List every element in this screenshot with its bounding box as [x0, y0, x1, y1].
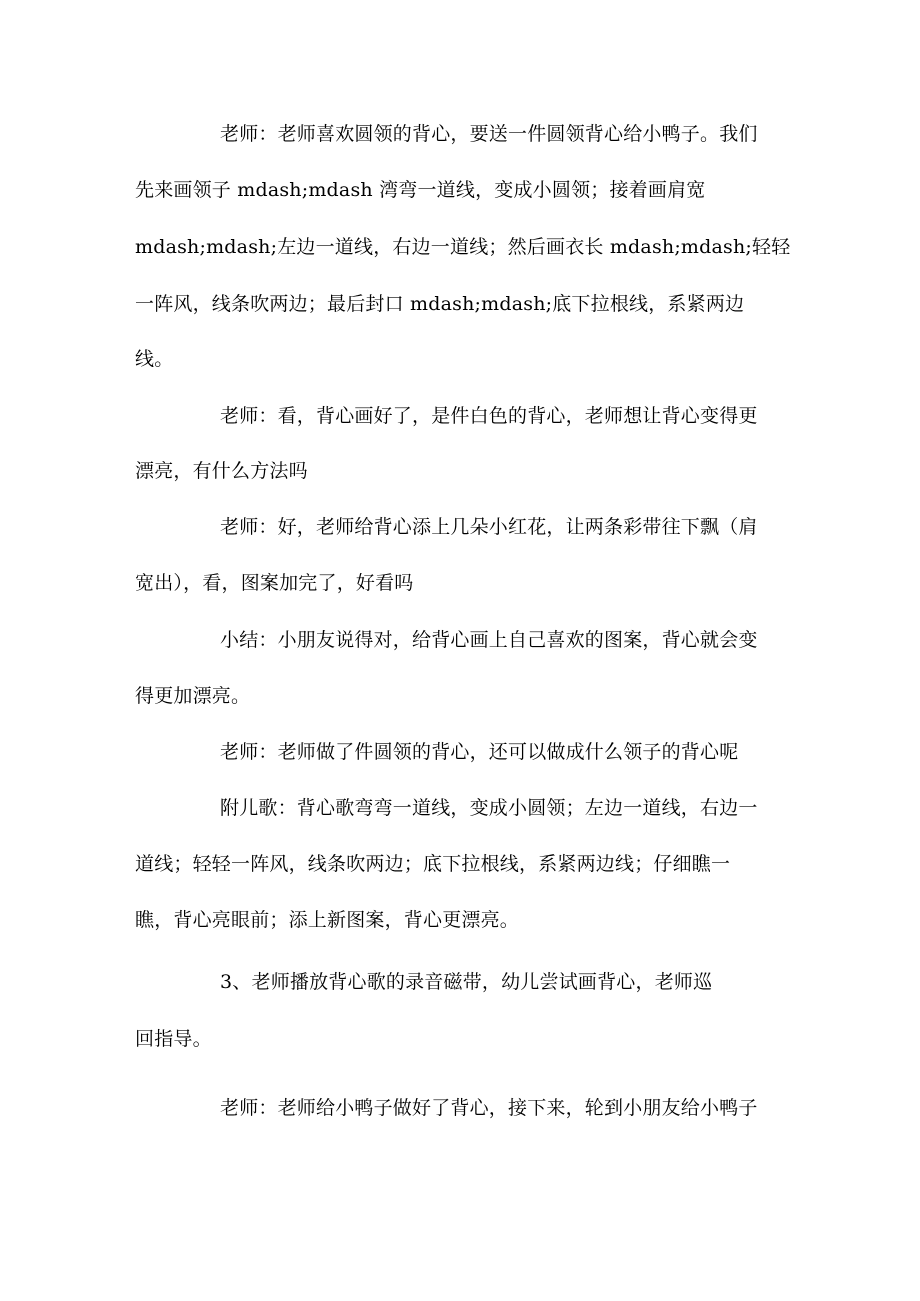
text-line: 小结：小朋友说得对，给背心画上自己喜欢的图案，背心就会变 [220, 629, 758, 651]
text-line: 老师：老师做了件圆领的背心，还可以做成什么领子的背心呢 [220, 741, 739, 763]
text-line: 瞧，背心亮眼前；添上新图案，背心更漂亮。 [135, 909, 520, 931]
text-line: 回指导。 [135, 1028, 212, 1050]
text-line: 老师：好，老师给背心添上几朵小红花，让两条彩带往下飘（肩 [220, 516, 758, 538]
text-line: 得更加漂亮。 [135, 685, 251, 707]
text-line: 线。 [135, 348, 174, 370]
text-line: 一阵风，线条吹两边；最后封口 mdash;mdash;底下拉根线，系紧两边 [135, 293, 745, 315]
text-line: 老师：看，背心画好了，是件白色的背心，老师想让背心变得更 [220, 405, 758, 427]
text-line: 漂亮，有什么方法吗 [135, 460, 308, 482]
text-line: 3、老师播放背心歌的录音磁带，幼儿尝试画背心，老师巡 [220, 971, 713, 993]
text-line: 附儿歌：背心歌弯弯一道线，变成小圆领；左边一道线，右边一 [220, 797, 758, 819]
text-line: 老师：老师喜欢圆领的背心，要送一件圆领背心给小鸭子。我们 [220, 123, 758, 145]
text-line: 宽出），看，图案加完了，好看吗 [135, 572, 414, 594]
text-line: mdash;mdash;左边一道线，右边一道线；然后画衣长 mdash;mdash;轻轻 [135, 236, 791, 258]
text-line: 老师：老师给小鸭子做好了背心，接下来，轮到小朋友给小鸭子 [220, 1097, 758, 1119]
text-line: 道线；轻轻一阵风，线条吹两边；底下拉根线，系紧两边线；仔细瞧一 [135, 853, 731, 875]
text-line: 先来画领子 mdash;mdash 湾弯一道线，变成小圆领；接着画肩宽 [135, 179, 706, 201]
